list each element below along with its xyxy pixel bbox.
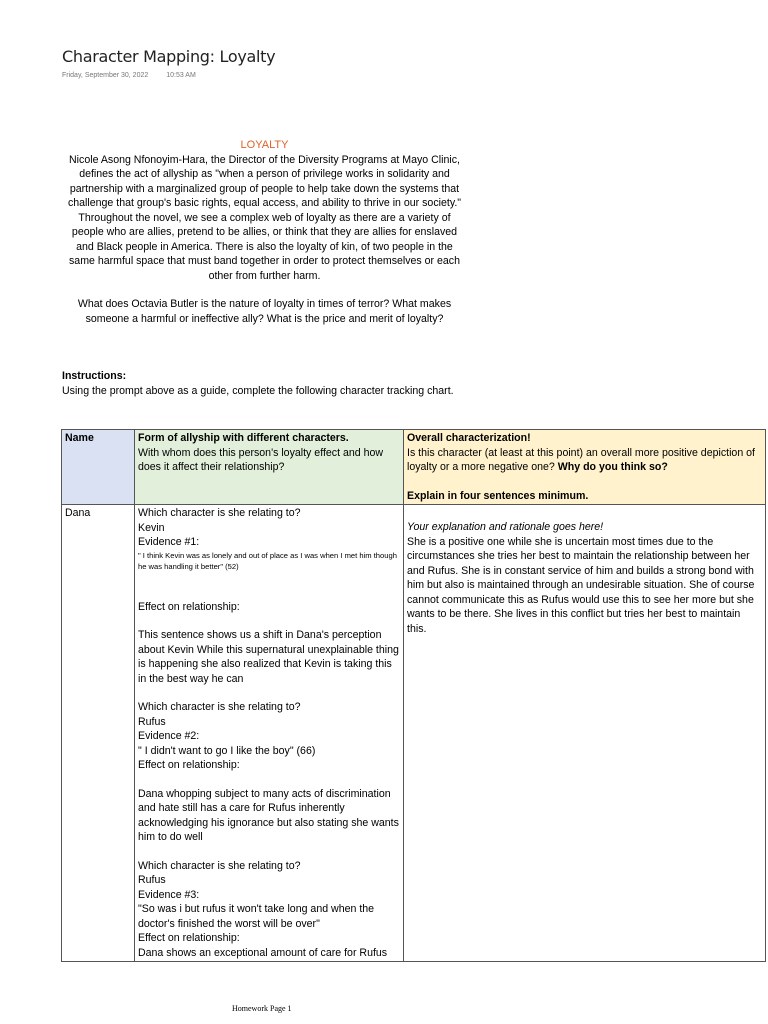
evidence-quote-3: "So was i but rufus it won't take long and when the doctor's finished the worst will be over"	[138, 903, 375, 930]
effect-label-1: Effect on relationship:	[138, 600, 240, 613]
header-overall-sub-bold: Why do you think so?	[557, 461, 668, 473]
intro-section	[62, 138, 467, 326]
effect-text-1: This sentence shows us a shift in Dana's perception about Kevin While this supernatural unexplainable thing is happening she also realized that Kevin is taking this in the best way he can	[138, 629, 399, 685]
evidence-quote-1: " I think Kevin was as lonely and out of place as I was when I met him though he was handling it better" (52)	[138, 550, 397, 571]
header-name	[62, 430, 135, 505]
effect-label-3: Effect on relationship:	[138, 932, 240, 944]
cell-name[interactable]	[62, 505, 135, 962]
spacer	[407, 475, 762, 489]
spacer	[138, 572, 400, 600]
spacer	[138, 686, 400, 700]
intro-questions: What does Octavia Butler is the nature of loyalty in times of terror? What makes someone a harmful or ineffective ally? What is the price and merit of loyalty?	[77, 298, 452, 325]
header-overall	[404, 430, 766, 505]
evidence-label-2: Evidence #2:	[138, 730, 200, 742]
evidence-label-1: Evidence #1:	[138, 536, 200, 548]
explanation-text: She is a positive one while she is uncertain most times due to the circumstances she tries her best to maintain the relationship between her and Rufus. She is in constant service of him and builds a strong bond with him but also is maintained through an undesirable situation. She of course cannot communicate this as Rufus would use this to see her more but she wants to be there. She lives in this conflict but tries her best to maintain this.	[407, 535, 755, 635]
page-date: Friday, September 30, 2022	[62, 72, 149, 79]
page-time: 10:53 AM	[166, 72, 196, 79]
spacer	[138, 614, 400, 628]
header-overall-title: Overall characterization!	[407, 432, 531, 444]
header-form	[135, 430, 404, 505]
relating-question-3: Which character is she relating to?	[138, 859, 301, 872]
relating-character-2: Rufus	[138, 715, 166, 728]
spacer	[407, 506, 762, 520]
instructions-label: Instructions:	[62, 370, 127, 382]
character-name: Dana	[65, 507, 91, 519]
header-form-sub: With whom does this person's loyalty effect and how does it affect their relationship?	[138, 446, 384, 473]
section-heading: LOYALTY	[240, 139, 289, 151]
effect-label-2: Effect on relationship:	[138, 759, 240, 771]
header-form-title: Form of allyship with different characters.	[138, 432, 349, 444]
character-tracking-table	[61, 429, 766, 962]
relating-question-1: Which character is she relating to?	[138, 507, 301, 519]
table-header-row	[62, 430, 766, 505]
header-overall-sub	[407, 446, 762, 475]
evidence-quote-2: " I didn't want to go I like the boy" (66)	[138, 744, 316, 757]
relating-character-3: Rufus	[138, 874, 166, 886]
page-title: Character Mapping: Loyalty	[62, 47, 276, 66]
page-footer: Homework Page 1	[232, 1004, 292, 1013]
spacer	[138, 773, 400, 787]
relating-question-2: Which character is she relating to?	[138, 701, 301, 713]
instructions	[62, 369, 462, 398]
relating-character-1: Kevin	[138, 521, 165, 534]
table-row	[62, 505, 766, 962]
effect-text-2: Dana whopping subject to many acts of discrimination and hate still has a care for Rufus inherently acknowledging his ignorance but also stating she wants him to do well	[138, 787, 399, 843]
evidence-label-3: Evidence #3:	[138, 888, 200, 901]
header-overall-min: Explain in four sentences minimum.	[407, 489, 589, 502]
cell-allyship[interactable]	[135, 505, 404, 962]
cell-characterization[interactable]	[404, 505, 766, 962]
effect-text-3: Dana shows an exceptional amount of care for Rufus	[138, 946, 388, 959]
page-meta	[62, 72, 196, 79]
header-overall-sub-plain: Is this character (at least at this point) an overall more positive depiction of loyalty or a more negative one?	[407, 446, 755, 473]
explanation-label: Your explanation and rationale goes here!	[407, 521, 604, 533]
header-name-label: Name	[65, 432, 94, 444]
intro-paragraph: Nicole Asong Nfonoyim-Hara, the Director of the Diversity Programs at Mayo Clinic, defines the act of allyship as "when a person of privilege works in solidarity and partnership with a marginalized group of people to help take down the systems that challenge that group's basic rights, equal access, and ability to thrive in our society." Throughout the novel, we see a complex web of loyalty as there are a variety of people who are allies, pretend to be allies, or think that they are allies for enslaved and Black people in America. There is also the loyalty of kin, of two people in the same harmful space that must band together in order to protect themselves or each other from further harm.	[67, 153, 462, 282]
instructions-text: Using the prompt above as a guide, complete the following character tracking chart.	[62, 384, 454, 397]
spacer	[138, 845, 400, 859]
